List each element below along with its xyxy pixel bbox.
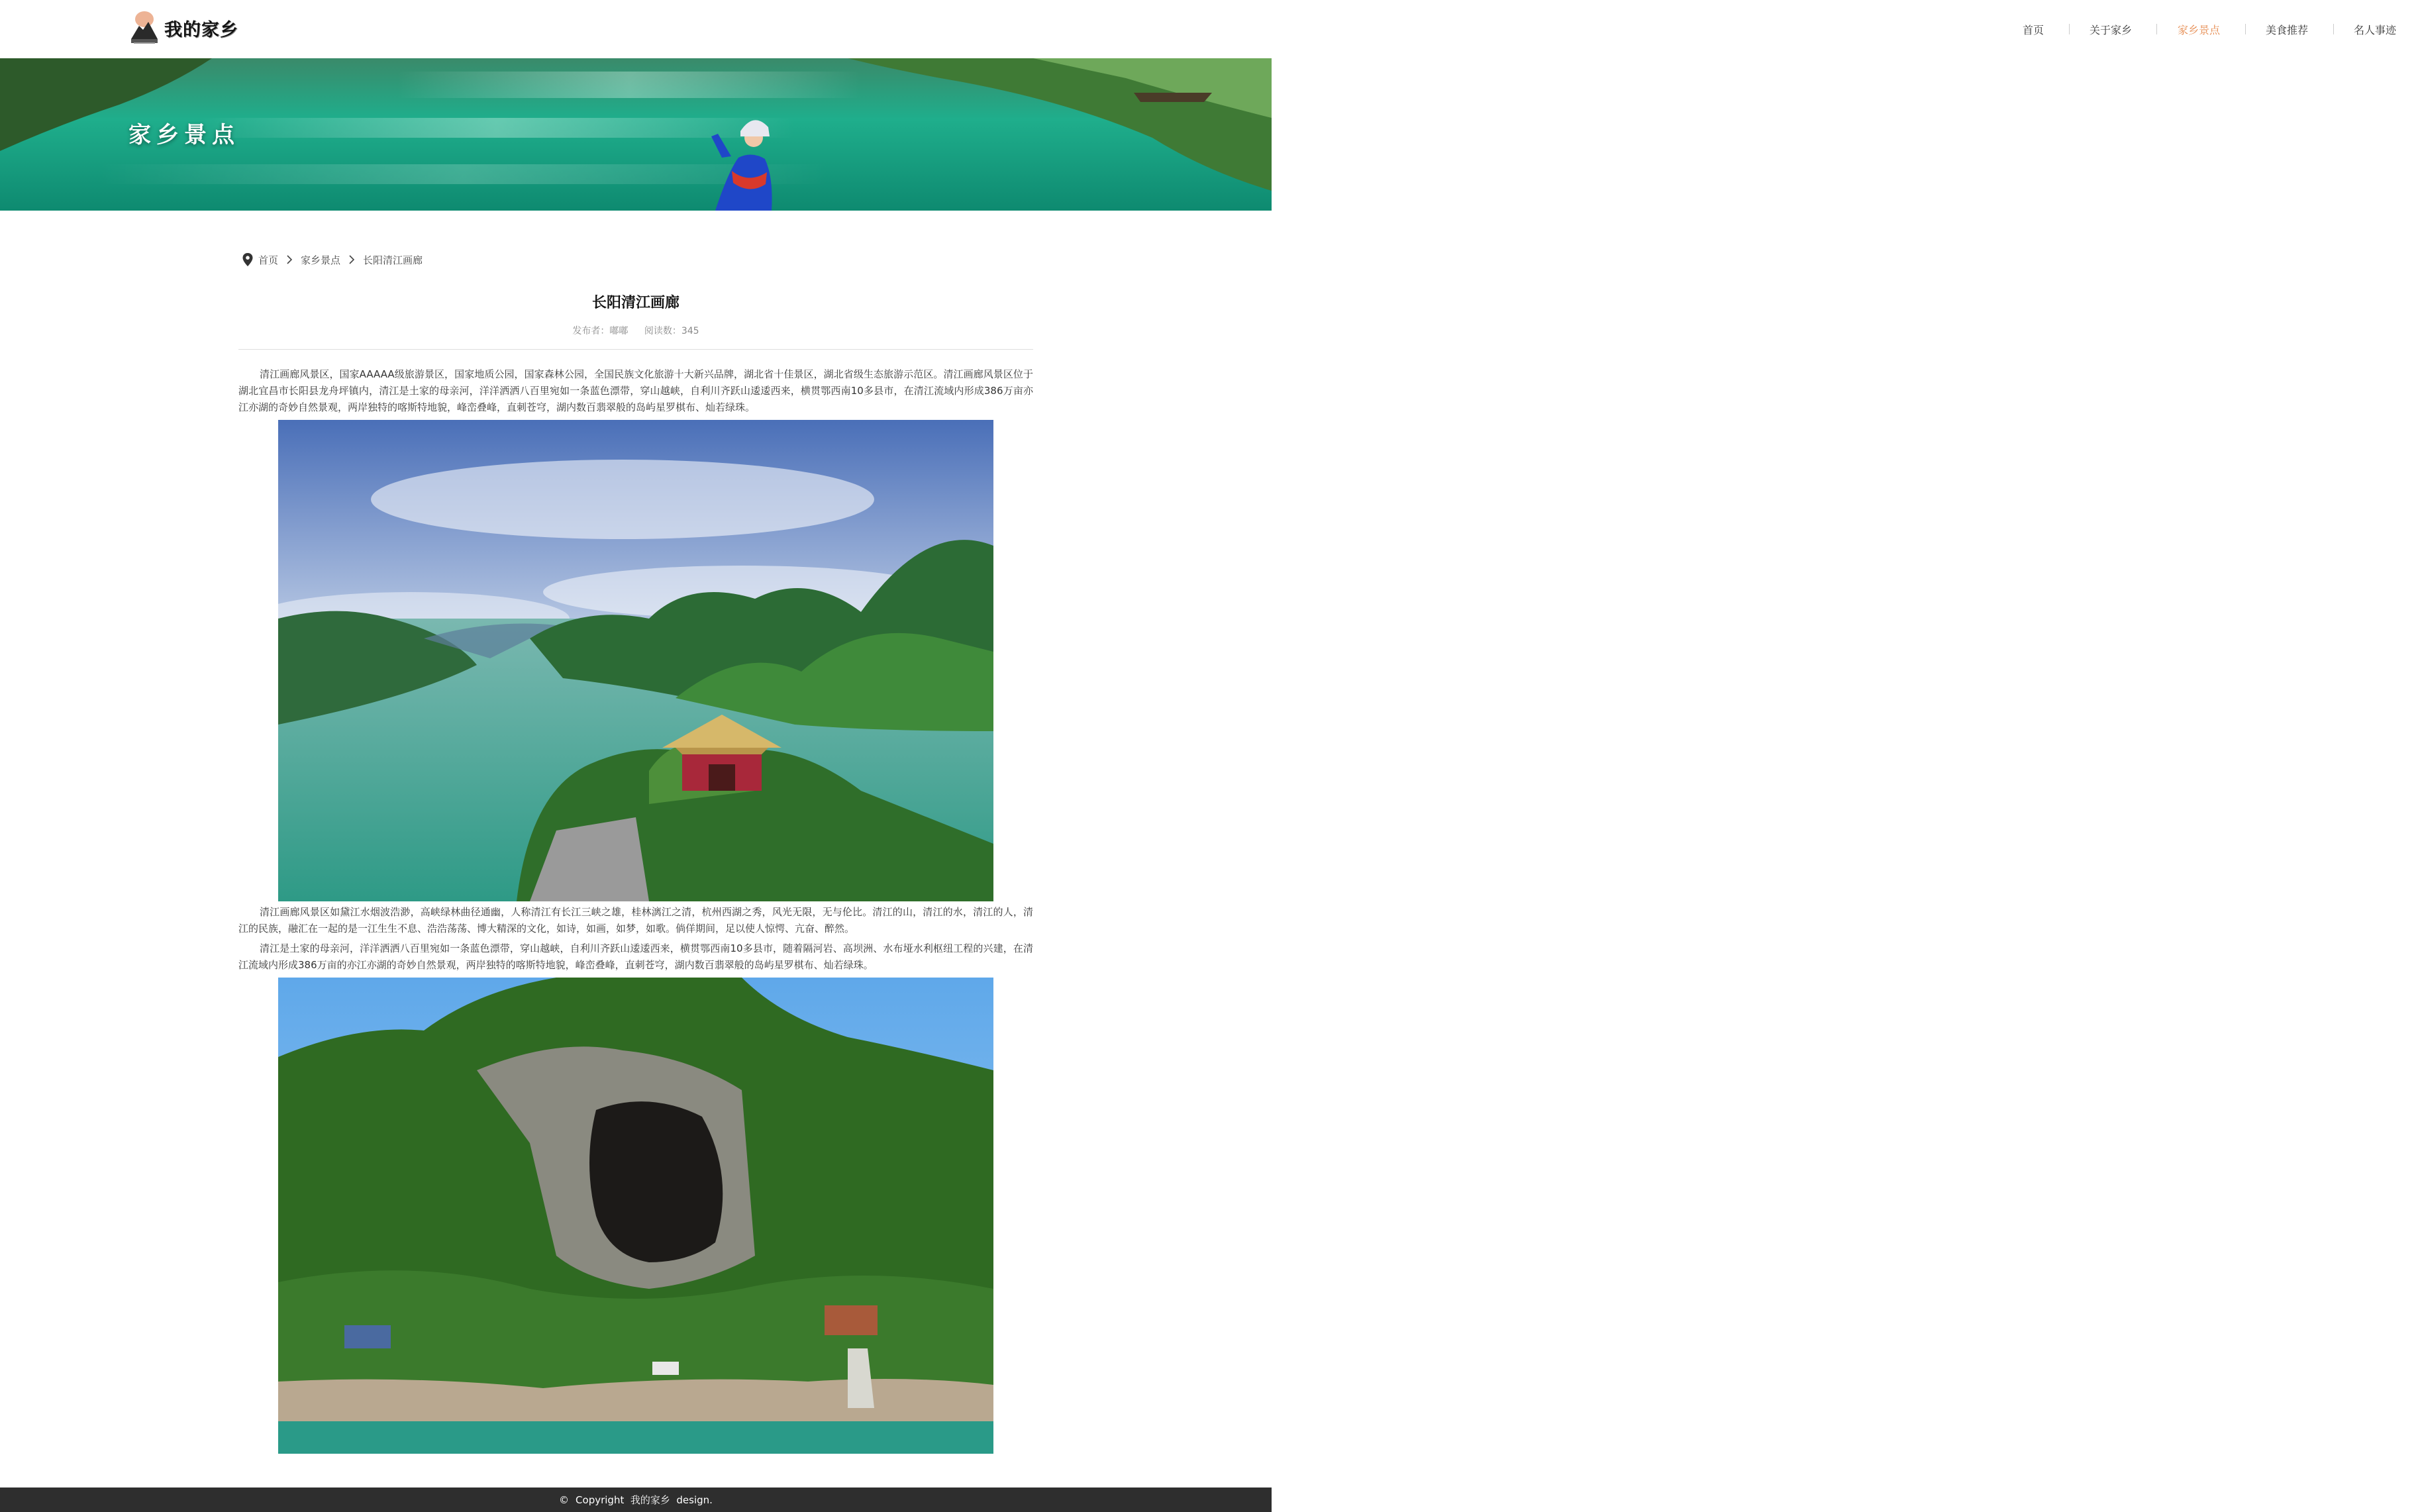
article-meta	[238, 324, 1033, 337]
breadcrumb-home[interactable]: 首页	[258, 254, 279, 266]
chevron-right-icon	[286, 255, 293, 264]
logo-text: 我的家乡	[164, 19, 238, 40]
publisher-label: 发布者：	[572, 326, 610, 336]
nav-label: 家乡景点	[2177, 23, 2220, 36]
nav-item-home[interactable]	[1993, 0, 2073, 58]
banner-title: 家乡景点	[128, 122, 240, 148]
site-logo[interactable]	[130, 9, 238, 46]
nav-item-about[interactable]	[2068, 0, 2154, 58]
article-title: 长阳清江画廊	[591, 295, 680, 311]
copyright-icon: ©	[559, 1493, 570, 1506]
nav-item-food[interactable]	[2244, 0, 2330, 58]
nav-label: 名人事迹	[2353, 23, 2396, 36]
article-photo-cave-cliff	[278, 978, 993, 1454]
publisher-info	[572, 326, 628, 336]
location-pin-icon	[242, 253, 253, 266]
title-divider	[238, 349, 1033, 350]
nav-label: 关于家乡	[2089, 23, 2132, 36]
nav-item-attractions[interactable]	[2156, 0, 2242, 58]
breadcrumb	[242, 252, 423, 268]
reads-value: 345	[681, 326, 699, 336]
breadcrumb-attractions[interactable]: 家乡景点	[301, 254, 341, 266]
article-paragraph-3: 清江是土家的母亲河，洋洋洒洒八百里宛如一条蓝色漂带，穿山越峡，自利川齐跃山逶逶西来，横贯鄂西南10多县市，随着隔河岩、高坝洲、水布垭水利枢纽工程的兴建，在清江流域内形成386万亩的亦江亦湖的奇妙自然景观，两岸独特的喀斯特地貌，峰峦叠峰，直刺苍穹，湖内数百翡翠般的岛屿星罗棋布、灿若绿珠。	[238, 942, 1033, 971]
logo-mountain-icon	[130, 10, 159, 46]
site-footer	[0, 1487, 1272, 1512]
footer-text: Copyright 我的家乡 design.	[576, 1494, 713, 1506]
page-banner	[0, 58, 1272, 211]
read-count-info	[644, 326, 699, 336]
article-photo-river-pavilion	[278, 420, 993, 901]
article-paragraph-1: 清江画廊风景区，国家AAAAA级旅游景区，国家地质公园，国家森林公园，全国民族文化旅游十大新兴品牌，湖北省十佳景区，湖北省级生态旅游示范区。清江画廊风景区位于湖北宜昌市长阳县龙舟坪镇内，清江是土家的母亲河，洋洋洒洒八百里宛如一条蓝色漂带，穿山越峡，自利川齐跃山逶逶西来，横贯鄂西南10多县市，在清江流域内形成386万亩亦江亦湖的奇妙自然景观，两岸独特的喀斯特地貌，峰峦叠峰，直刺苍穹，湖内数百翡翠般的岛屿星罗棋布、灿若绿珠。	[238, 368, 1033, 413]
article-paragraph-2: 清江画廊风景区如黛江水烟波浩渺，高峡绿林曲径通幽，人称清江有长江三峡之雄，桂林漓江之清，杭州西湖之秀，风光无限，无与伦比。清江的山，清江的水，清江的人，清江的民族，融汇在一起的是一江生生不息、浩浩荡荡、博大精深的文化，如诗，如画，如梦，如歌。倘佯期间，足以使人惊愕、亢奋、醉然。	[238, 906, 1033, 934]
nav-label: 美食推荐	[2265, 23, 2308, 36]
nav-item-famous-people[interactable]	[2332, 0, 2418, 58]
nav-label: 首页	[2022, 23, 2044, 36]
publisher-name: 嘟嘟	[609, 326, 629, 336]
breadcrumb-current: 长阳清江画廊	[363, 254, 423, 266]
reads-label: 阅读数：	[644, 326, 681, 336]
site-header	[0, 0, 2396, 58]
chevron-right-icon	[348, 255, 355, 264]
